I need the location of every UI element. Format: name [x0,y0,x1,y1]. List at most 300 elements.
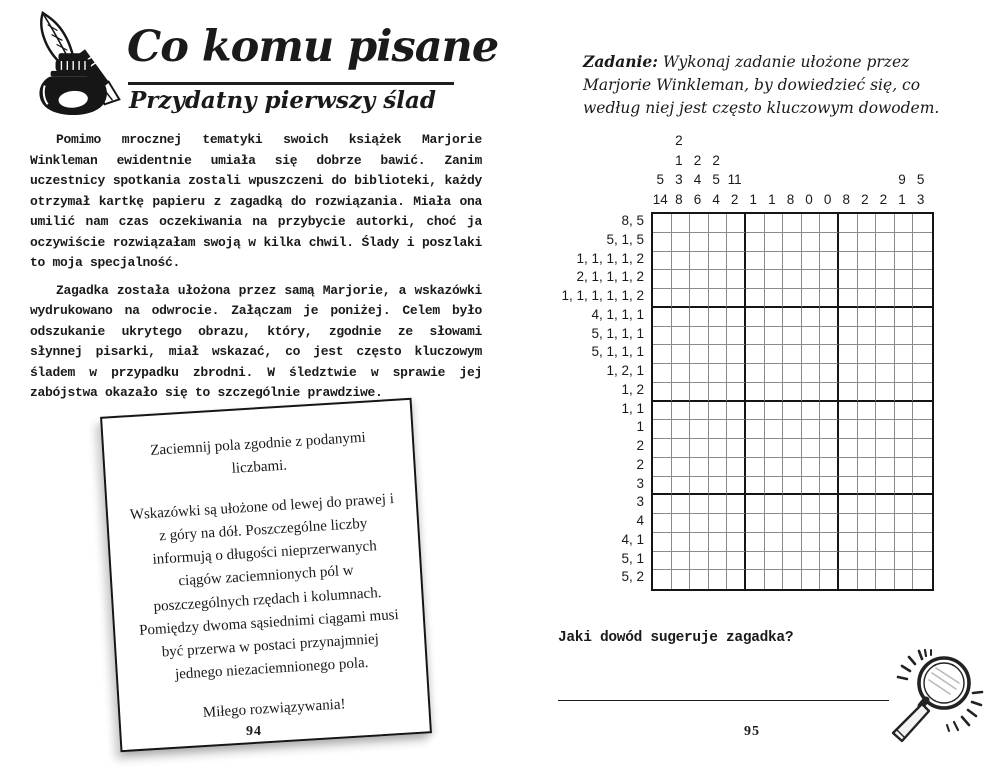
grid-cell[interactable] [672,214,691,233]
grid-cell[interactable] [839,308,858,327]
grid-cell[interactable] [839,439,858,458]
grid-cell[interactable] [653,214,672,233]
grid-cell[interactable] [765,308,784,327]
grid-cell[interactable] [653,364,672,383]
grid-cell[interactable] [820,402,839,421]
grid-cell[interactable] [783,233,802,252]
grid-cell[interactable] [820,383,839,402]
grid-cell[interactable] [746,233,765,252]
grid-cell[interactable] [820,289,839,308]
grid-cell[interactable] [653,252,672,271]
grid-cell[interactable] [820,552,839,571]
grid-cell[interactable] [839,327,858,346]
grid-cell[interactable] [690,477,709,496]
grid-cell[interactable] [876,458,895,477]
grid-cell[interactable] [876,570,895,589]
grid-cell[interactable] [858,439,877,458]
grid-cell[interactable] [839,252,858,271]
grid-cell[interactable] [876,439,895,458]
grid-cell[interactable] [802,420,821,439]
grid-cell[interactable] [839,533,858,552]
grid-cell[interactable] [895,552,914,571]
grid-cell[interactable] [858,495,877,514]
grid-cell[interactable] [876,420,895,439]
grid-cell[interactable] [765,289,784,308]
grid-cell[interactable] [672,533,691,552]
grid-cell[interactable] [913,402,932,421]
grid-cell[interactable] [839,270,858,289]
grid-cell[interactable] [709,495,728,514]
grid-cell[interactable] [820,570,839,589]
grid-cell[interactable] [913,458,932,477]
grid-cell[interactable] [672,289,691,308]
grid-cell[interactable] [858,364,877,383]
grid-cell[interactable] [876,533,895,552]
grid-cell[interactable] [820,345,839,364]
grid-cell[interactable] [783,383,802,402]
grid-cell[interactable] [783,552,802,571]
grid-cell[interactable] [802,514,821,533]
grid-cell[interactable] [820,495,839,514]
grid-cell[interactable] [672,308,691,327]
grid-cell[interactable] [727,308,746,327]
grid-cell[interactable] [765,364,784,383]
grid-cell[interactable] [876,514,895,533]
grid-cell[interactable] [802,458,821,477]
grid-cell[interactable] [727,364,746,383]
grid-cell[interactable] [709,364,728,383]
grid-cell[interactable] [653,345,672,364]
grid-cell[interactable] [820,270,839,289]
grid-cell[interactable] [709,289,728,308]
grid-cell[interactable] [802,233,821,252]
grid-cell[interactable] [690,402,709,421]
grid-cell[interactable] [653,552,672,571]
grid-cell[interactable] [858,533,877,552]
grid-cell[interactable] [913,552,932,571]
grid-cell[interactable] [653,458,672,477]
grid-cell[interactable] [709,402,728,421]
grid-cell[interactable] [839,214,858,233]
grid-cell[interactable] [895,252,914,271]
grid-cell[interactable] [727,383,746,402]
grid-cell[interactable] [727,402,746,421]
grid-cell[interactable] [690,383,709,402]
grid-cell[interactable] [895,514,914,533]
grid-cell[interactable] [913,289,932,308]
grid-cell[interactable] [820,252,839,271]
grid-cell[interactable] [895,458,914,477]
grid-cell[interactable] [858,420,877,439]
grid-cell[interactable] [709,533,728,552]
grid-cell[interactable] [746,495,765,514]
grid-cell[interactable] [709,552,728,571]
grid-cell[interactable] [858,477,877,496]
grid-cell[interactable] [765,383,784,402]
grid-cell[interactable] [709,514,728,533]
grid-cell[interactable] [895,270,914,289]
grid-cell[interactable] [653,570,672,589]
grid-cell[interactable] [913,533,932,552]
grid-cell[interactable] [895,289,914,308]
grid-cell[interactable] [783,402,802,421]
grid-cell[interactable] [709,233,728,252]
grid-cell[interactable] [746,364,765,383]
grid-cell[interactable] [913,233,932,252]
grid-cell[interactable] [802,327,821,346]
grid-cell[interactable] [672,252,691,271]
grid-cell[interactable] [820,458,839,477]
grid-cell[interactable] [783,439,802,458]
grid-cell[interactable] [672,270,691,289]
grid-cell[interactable] [672,420,691,439]
grid-cell[interactable] [746,214,765,233]
grid-cell[interactable] [653,233,672,252]
grid-cell[interactable] [746,439,765,458]
grid-cell[interactable] [783,495,802,514]
grid-cell[interactable] [709,458,728,477]
grid-cell[interactable] [746,308,765,327]
grid-cell[interactable] [913,345,932,364]
grid-cell[interactable] [783,214,802,233]
grid-cell[interactable] [839,364,858,383]
grid-cell[interactable] [913,477,932,496]
grid-cell[interactable] [802,270,821,289]
grid-cell[interactable] [820,364,839,383]
grid-cell[interactable] [765,402,784,421]
grid-cell[interactable] [765,533,784,552]
grid-cell[interactable] [820,420,839,439]
grid-cell[interactable] [895,233,914,252]
grid-cell[interactable] [913,308,932,327]
grid-cell[interactable] [783,570,802,589]
grid-cell[interactable] [913,214,932,233]
grid-cell[interactable] [765,233,784,252]
grid-cell[interactable] [672,458,691,477]
grid-cell[interactable] [765,458,784,477]
grid-cell[interactable] [690,270,709,289]
grid-cell[interactable] [709,420,728,439]
grid-cell[interactable] [783,420,802,439]
grid-cell[interactable] [727,439,746,458]
grid-cell[interactable] [727,570,746,589]
grid-cell[interactable] [727,533,746,552]
grid-cell[interactable] [802,533,821,552]
grid-cell[interactable] [913,383,932,402]
grid-cell[interactable] [727,327,746,346]
grid-cell[interactable] [895,533,914,552]
grid-cell[interactable] [727,514,746,533]
grid-cell[interactable] [765,477,784,496]
grid-cell[interactable] [802,308,821,327]
grid-cell[interactable] [858,233,877,252]
grid-cell[interactable] [820,477,839,496]
grid-cell[interactable] [690,233,709,252]
grid-cell[interactable] [690,420,709,439]
grid-cell[interactable] [839,402,858,421]
grid-cell[interactable] [783,458,802,477]
grid-cell[interactable] [765,327,784,346]
grid-cell[interactable] [709,345,728,364]
grid-cell[interactable] [709,270,728,289]
grid-cell[interactable] [895,477,914,496]
grid-cell[interactable] [820,308,839,327]
grid-cell[interactable] [709,439,728,458]
grid-cell[interactable] [839,420,858,439]
grid-cell[interactable] [839,458,858,477]
grid-cell[interactable] [746,383,765,402]
grid-cell[interactable] [765,270,784,289]
grid-cell[interactable] [895,402,914,421]
grid-cell[interactable] [783,477,802,496]
grid-cell[interactable] [858,289,877,308]
grid-cell[interactable] [913,252,932,271]
grid-cell[interactable] [783,327,802,346]
grid-cell[interactable] [858,570,877,589]
grid-cell[interactable] [913,364,932,383]
grid-cell[interactable] [653,439,672,458]
grid-cell[interactable] [727,233,746,252]
grid-cell[interactable] [672,327,691,346]
grid-cell[interactable] [839,514,858,533]
grid-cell[interactable] [727,214,746,233]
grid-cell[interactable] [839,552,858,571]
grid-cell[interactable] [820,327,839,346]
grid-cell[interactable] [746,402,765,421]
grid-cell[interactable] [765,495,784,514]
grid-cell[interactable] [802,289,821,308]
grid-cell[interactable] [895,439,914,458]
grid-cell[interactable] [709,477,728,496]
grid-cell[interactable] [746,514,765,533]
grid-cell[interactable] [709,570,728,589]
grid-cell[interactable] [765,345,784,364]
grid-cell[interactable] [913,439,932,458]
grid-cell[interactable] [672,552,691,571]
grid-cell[interactable] [672,345,691,364]
grid-cell[interactable] [690,495,709,514]
grid-cell[interactable] [653,420,672,439]
grid-cell[interactable] [746,327,765,346]
grid-cell[interactable] [746,289,765,308]
grid-cell[interactable] [690,289,709,308]
grid-cell[interactable] [895,364,914,383]
grid-cell[interactable] [876,402,895,421]
grid-cell[interactable] [765,570,784,589]
grid-cell[interactable] [783,308,802,327]
grid-cell[interactable] [876,327,895,346]
grid-cell[interactable] [690,552,709,571]
grid-cell[interactable] [727,252,746,271]
grid-cell[interactable] [672,477,691,496]
grid-cell[interactable] [876,345,895,364]
grid-cell[interactable] [765,252,784,271]
grid-cell[interactable] [876,252,895,271]
grid-cell[interactable] [913,270,932,289]
grid-cell[interactable] [820,533,839,552]
grid-cell[interactable] [690,458,709,477]
grid-cell[interactable] [802,364,821,383]
grid-cell[interactable] [690,308,709,327]
grid-cell[interactable] [653,402,672,421]
grid-cell[interactable] [746,458,765,477]
grid-cell[interactable] [709,327,728,346]
grid-cell[interactable] [802,214,821,233]
grid-cell[interactable] [858,402,877,421]
grid-cell[interactable] [802,439,821,458]
grid-cell[interactable] [876,477,895,496]
grid-cell[interactable] [913,495,932,514]
grid-cell[interactable] [765,439,784,458]
grid-cell[interactable] [858,252,877,271]
grid-cell[interactable] [727,345,746,364]
grid-cell[interactable] [672,570,691,589]
grid-cell[interactable] [895,308,914,327]
grid-cell[interactable] [876,552,895,571]
grid-cell[interactable] [672,233,691,252]
grid-cell[interactable] [839,570,858,589]
grid-cell[interactable] [802,402,821,421]
grid-cell[interactable] [858,552,877,571]
grid-cell[interactable] [802,477,821,496]
grid-cell[interactable] [783,289,802,308]
grid-cell[interactable] [746,270,765,289]
grid-cell[interactable] [727,458,746,477]
grid-cell[interactable] [802,383,821,402]
grid-cell[interactable] [876,495,895,514]
grid-cell[interactable] [727,289,746,308]
grid-cell[interactable] [727,495,746,514]
grid-cell[interactable] [765,552,784,571]
grid-cell[interactable] [746,345,765,364]
grid-cell[interactable] [839,383,858,402]
grid-cell[interactable] [858,383,877,402]
grid-cell[interactable] [765,514,784,533]
grid-cell[interactable] [690,214,709,233]
grid-cell[interactable] [653,270,672,289]
grid-cell[interactable] [802,495,821,514]
grid-cell[interactable] [746,420,765,439]
grid-cell[interactable] [690,345,709,364]
grid-cell[interactable] [746,252,765,271]
grid-cell[interactable] [690,514,709,533]
grid-cell[interactable] [913,327,932,346]
grid-cell[interactable] [802,552,821,571]
grid-cell[interactable] [839,477,858,496]
grid-cell[interactable] [653,514,672,533]
grid-cell[interactable] [839,289,858,308]
grid-cell[interactable] [858,514,877,533]
grid-cell[interactable] [895,420,914,439]
grid-cell[interactable] [709,214,728,233]
grid-cell[interactable] [672,514,691,533]
grid-cell[interactable] [895,570,914,589]
grid-cell[interactable] [690,364,709,383]
grid-cell[interactable] [672,402,691,421]
grid-cell[interactable] [690,252,709,271]
grid-cell[interactable] [858,327,877,346]
grid-cell[interactable] [783,252,802,271]
grid-cell[interactable] [653,327,672,346]
grid-cell[interactable] [876,364,895,383]
grid-cell[interactable] [690,533,709,552]
grid-cell[interactable] [765,214,784,233]
grid-cell[interactable] [672,383,691,402]
grid-cell[interactable] [913,420,932,439]
grid-cell[interactable] [783,345,802,364]
grid-cell[interactable] [690,327,709,346]
grid-cell[interactable] [820,439,839,458]
grid-cell[interactable] [653,533,672,552]
grid-cell[interactable] [876,308,895,327]
grid-cell[interactable] [746,570,765,589]
grid-cell[interactable] [895,214,914,233]
grid-cell[interactable] [653,308,672,327]
grid-cell[interactable] [653,383,672,402]
grid-cell[interactable] [653,289,672,308]
grid-cell[interactable] [672,439,691,458]
grid-cell[interactable] [746,533,765,552]
grid-cell[interactable] [820,214,839,233]
grid-cell[interactable] [672,364,691,383]
grid-cell[interactable] [895,383,914,402]
grid-cell[interactable] [913,514,932,533]
grid-cell[interactable] [858,214,877,233]
grid-cell[interactable] [858,308,877,327]
grid-cell[interactable] [895,345,914,364]
grid-cell[interactable] [858,345,877,364]
grid-cell[interactable] [802,252,821,271]
grid-cell[interactable] [839,345,858,364]
grid-cell[interactable] [783,270,802,289]
grid-cell[interactable] [802,345,821,364]
grid-cell[interactable] [727,420,746,439]
grid-cell[interactable] [802,570,821,589]
grid-cell[interactable] [783,533,802,552]
grid-cell[interactable] [746,552,765,571]
grid-cell[interactable] [876,214,895,233]
answer-line[interactable] [558,700,889,701]
grid-cell[interactable] [839,495,858,514]
grid-cell[interactable] [653,495,672,514]
grid-cell[interactable] [858,458,877,477]
grid-cell[interactable] [690,570,709,589]
grid-cell[interactable] [672,495,691,514]
grid-cell[interactable] [876,270,895,289]
grid-cell[interactable] [690,439,709,458]
grid-cell[interactable] [727,552,746,571]
grid-cell[interactable] [876,383,895,402]
grid-cell[interactable] [783,514,802,533]
grid-cell[interactable] [858,270,877,289]
grid-cell[interactable] [839,233,858,252]
grid-cell[interactable] [727,477,746,496]
grid-cell[interactable] [709,308,728,327]
grid-cell[interactable] [727,270,746,289]
grid-cell[interactable] [820,233,839,252]
grid-cell[interactable] [653,477,672,496]
grid-cell[interactable] [709,252,728,271]
grid-cell[interactable] [765,420,784,439]
grid-cell[interactable] [783,364,802,383]
grid-cell[interactable] [820,514,839,533]
grid-cell[interactable] [895,495,914,514]
grid-cell[interactable] [913,570,932,589]
grid-cell[interactable] [709,383,728,402]
grid-cell[interactable] [876,289,895,308]
grid-cell[interactable] [746,477,765,496]
grid-cell[interactable] [895,327,914,346]
